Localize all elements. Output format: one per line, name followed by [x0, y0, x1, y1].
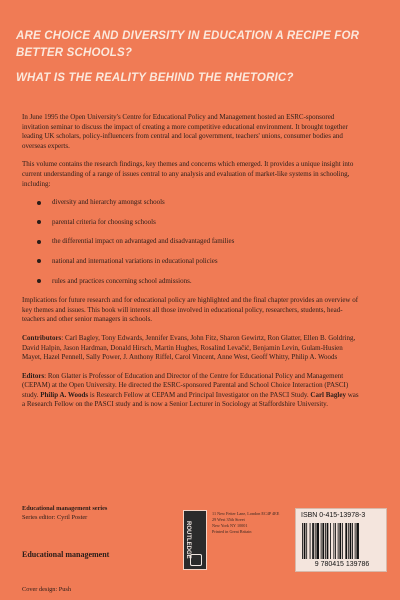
barcode-bar — [316, 523, 319, 559]
address-line: 11 New Fetter Lane, London EC4P 4EE — [212, 511, 280, 516]
barcode-bar — [335, 523, 336, 559]
subject-category: Educational management — [22, 550, 110, 559]
summary-paragraph: This volume contains the research findings, key themes and concerns which emerged. It provides a unique insight into current understanding of a range of issues central to any analysis and evaluation of market-like systems in schooling, including: — [22, 160, 354, 188]
barcode-bar — [342, 523, 343, 559]
barcode-bar — [315, 523, 316, 559]
barcode-bar — [330, 523, 331, 559]
barcode-bar — [355, 523, 356, 559]
list-item: parental criteria for choosing schools — [22, 218, 252, 228]
barcode-bar — [352, 523, 353, 559]
barcode-bar — [350, 523, 352, 559]
publisher-address — [212, 511, 287, 535]
list-item: rules and practices concerning school admissions. — [22, 277, 252, 287]
editor-name: Carl Bagley — [310, 390, 346, 399]
barcode-bar — [356, 523, 359, 559]
editor-name: Philip A. Woods — [40, 390, 89, 399]
headline-question: ARE CHOICE AND DIVERSITY IN EDUCATION A RECIPE FOR BETTER SCHOOLS? — [16, 30, 360, 59]
intro-paragraph: In June 1995 the Open University's Centre for Educational Policy and Management hosted an ESRC-sponsored invitation seminar to discuss the impact of creating a more competitive educational environment. It brought together leading UK scholars, policy-influencers from central and local government, teachers' unions, consumer bodies and overseas experts. — [22, 113, 348, 150]
barcode-bar — [321, 523, 322, 559]
series-title: Educational management series — [22, 505, 108, 512]
editors-label: Editors — [22, 371, 45, 380]
editors-text: : Ron Glatter is Professor of Education and Director of the Centre for Educational Policy and Management (CEPAM) at the Open University. He directed the ESRC-sponsored Parental and School Choice Interaction (PASCI) study. — [22, 371, 349, 399]
barcode-bar — [312, 523, 314, 559]
isbn-digits: 9 780415 139786 — [314, 561, 370, 568]
contributors-paragraph — [22, 334, 362, 363]
address-line: New York NY 10001 — [212, 523, 248, 528]
address-line: 29 West 35th Street — [212, 517, 245, 522]
implications-paragraph: Implications for future research and for educational policy are highlighted and the final chapter provides an overview of key themes and issues. This book will interest all those involved in educational policy, researchers, students, head-teachers and other senior managers in schools. — [22, 296, 359, 324]
list-item: national and international variations in educational policies — [22, 257, 252, 267]
logo-mark-icon — [190, 554, 202, 566]
barcode-icon — [300, 523, 384, 561]
publisher-logo — [183, 510, 207, 570]
contributors-list: : Carl Bagley, Tony Edwards, Jennifer Evans, John Fitz, Sharon Gewirtz, Ron Glatter, Ellen B. Goldring, David Halpin, Jason Hardman, Donald Hirsch, Martin Hughes, Rosalind Levačić, Benjamin Levin, Gulam-Husien Mayet, Hazel Pennell, Sally Power, J. Anthony Riffel, Carol Vincent, Anne West, Geoff Whitty, Philip A. Woods — [22, 333, 356, 362]
barcode-bar — [348, 523, 349, 559]
headline-subquestion: WHAT IS THE REALITY BEHIND THE RHETORIC? — [16, 72, 294, 84]
barcode-bar — [333, 523, 334, 559]
barcode-bar — [304, 523, 306, 559]
barcode-bar — [327, 523, 329, 559]
editors-paragraph — [22, 372, 362, 410]
publisher-logo-text: ROUTLEDGE — [185, 521, 191, 559]
barcode-bar — [339, 523, 341, 559]
barcode-bar — [325, 523, 326, 559]
address-line: Printed in Great Britain — [212, 529, 252, 534]
editors-text: is Research Fellow at CEPAM and Principal Investigator on the PASCI Study. — [88, 390, 311, 399]
series-editor: Series editor: Cyril Poster — [22, 513, 88, 521]
barcode-bar — [322, 523, 324, 559]
isbn-label: ISBN 0-415-13978-3 — [301, 512, 366, 519]
list-item: the differential impact on advantaged and disadvantaged families — [22, 237, 252, 247]
barcode-bar — [310, 523, 311, 559]
barcode-bar — [338, 523, 339, 559]
headline — [16, 28, 386, 95]
cover-design-credit: Cover design: Push — [22, 586, 71, 593]
series-info — [22, 505, 107, 522]
contributors-label: Contributors — [22, 333, 62, 342]
blurb — [22, 113, 362, 419]
barcode-bar — [306, 523, 307, 559]
barcode-bar — [302, 523, 303, 559]
isbn-barcode-box — [295, 508, 387, 572]
editors-text: was a Research Fellow on the PASCI study and is now a Senior Lecturer in Sociology at Staffordshire University. — [22, 390, 359, 409]
topic-list — [22, 198, 362, 286]
list-item: diversity and hierarchy amongst schools — [22, 198, 252, 208]
barcode-bar — [345, 523, 347, 559]
